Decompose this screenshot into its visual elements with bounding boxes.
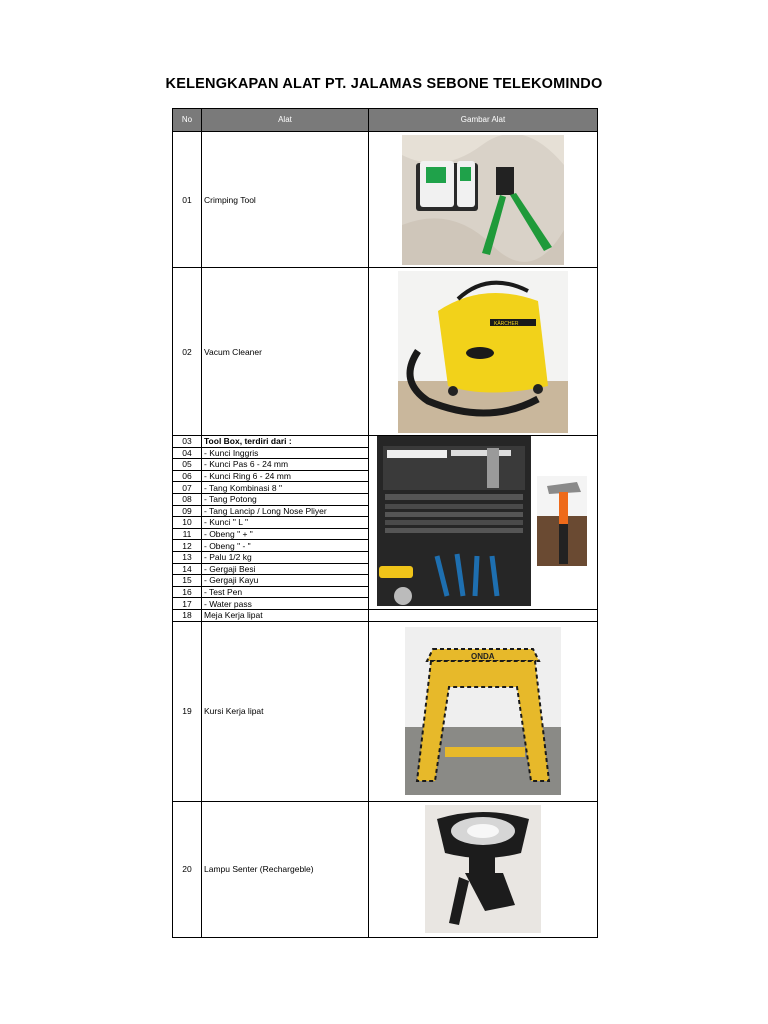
table-row (173, 609, 598, 621)
row-alat: Crimping Tool (202, 132, 369, 268)
row-no: 18 (173, 609, 202, 621)
row-alat: - Gergaji Kayu (202, 575, 369, 587)
row-image-cell (369, 132, 598, 268)
row-image-cell (369, 436, 598, 610)
row-no: 01 (173, 132, 202, 268)
row-alat: - Kunci Inggris (202, 447, 369, 459)
table-row (173, 132, 598, 268)
row-no: 19 (173, 621, 202, 801)
row-no: 03 (173, 436, 202, 448)
row-alat: - Tang Potong (202, 493, 369, 505)
header-no: No (173, 109, 202, 132)
row-no: 10 (173, 517, 202, 529)
crimping-tool-photo (402, 135, 564, 265)
row-image-cell (369, 801, 598, 937)
row-alat: - Obeng " + " (202, 528, 369, 540)
header-alat: Alat (202, 109, 369, 132)
table-row (173, 621, 598, 801)
row-no: 07 (173, 482, 202, 494)
row-no: 12 (173, 540, 202, 552)
row-alat: Lampu Senter (Rechargeble) (202, 801, 369, 937)
page-title: KELENGKAPAN ALAT PT. JALAMAS SEBONE TELEKOMINDO (165, 76, 603, 92)
row-alat: Meja Kerja lipat (202, 609, 369, 621)
row-alat: - Kunci Pas 6 - 24 mm (202, 459, 369, 471)
row-no: 17 (173, 598, 202, 610)
row-alat: - Tang Kombinasi 8 " (202, 482, 369, 494)
folding-stool-photo (405, 627, 561, 795)
row-alat: - Kunci " L " (202, 517, 369, 529)
row-no: 20 (173, 801, 202, 937)
row-alat: Vacum Cleaner (202, 268, 369, 436)
row-image-cell (369, 268, 598, 436)
stool-brand-label: ONDA (471, 652, 495, 661)
row-image-cell (369, 609, 598, 621)
row-no: 13 (173, 551, 202, 563)
tool-box-photo (377, 436, 589, 608)
table-row (173, 268, 598, 436)
row-alat: - Water pass (202, 598, 369, 610)
table-row (173, 436, 598, 448)
row-no: 14 (173, 563, 202, 575)
row-alat: Tool Box, terdiri dari : (202, 436, 369, 448)
row-alat: - Kunci Ring 6 - 24 mm (202, 470, 369, 482)
row-alat: - Gergaji Besi (202, 563, 369, 575)
flashlight-photo (425, 805, 541, 933)
row-no: 02 (173, 268, 202, 436)
row-image-cell (369, 621, 598, 801)
row-alat: - Palu 1/2 kg (202, 551, 369, 563)
row-no: 09 (173, 505, 202, 517)
row-no: 06 (173, 470, 202, 482)
header-gambar: Gambar Alat (369, 109, 598, 132)
row-no: 15 (173, 575, 202, 587)
row-alat: - Test Pen (202, 586, 369, 598)
row-no: 04 (173, 447, 202, 459)
row-no: 08 (173, 493, 202, 505)
row-alat: - Tang Lancip / Long Nose Pliyer (202, 505, 369, 517)
row-alat: Kursi Kerja lipat (202, 621, 369, 801)
vacuum-brand-label: KÄRCHER (494, 320, 519, 327)
row-no: 05 (173, 459, 202, 471)
row-no: 16 (173, 586, 202, 598)
table-header-row (173, 109, 598, 132)
table-row (173, 801, 598, 937)
row-no: 11 (173, 528, 202, 540)
tools-table (172, 108, 598, 938)
row-alat: - Obeng " - " (202, 540, 369, 552)
vacuum-cleaner-photo (398, 271, 568, 433)
